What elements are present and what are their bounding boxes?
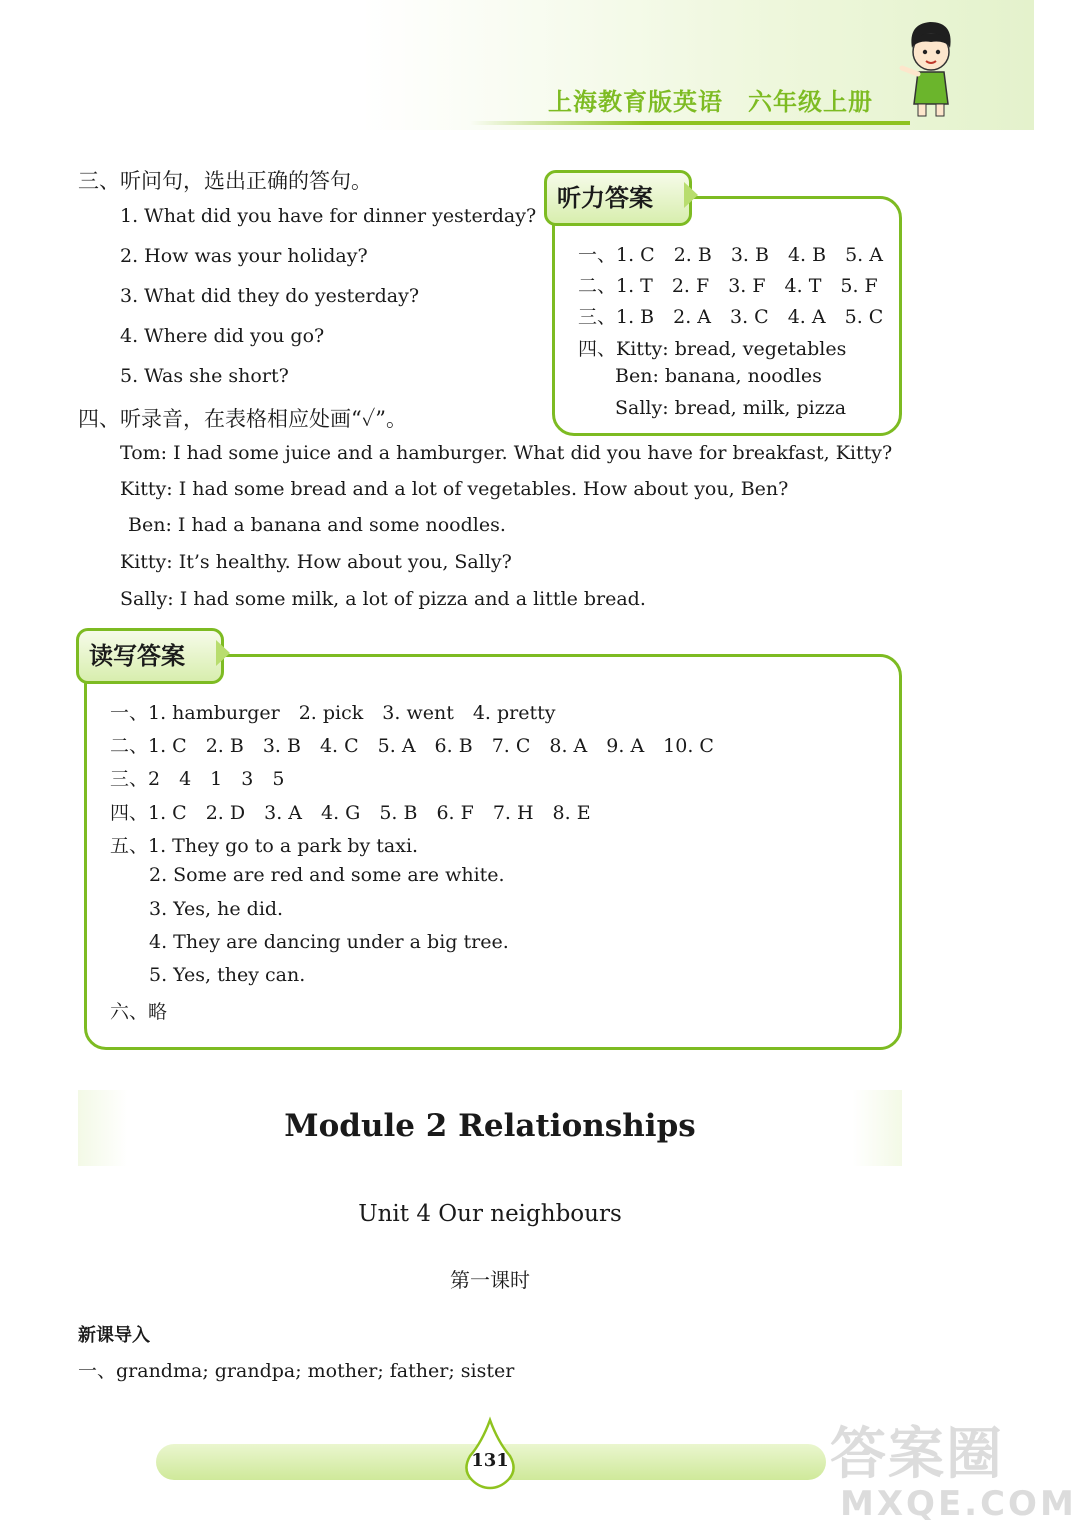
dialog-speaker: Sally: [120,588,174,610]
answer-line: 五、1. They go to a park by taxi. [110,835,419,857]
intro-heading: 新课导入 [78,1325,150,1346]
section3-item: 1. What did you have for dinner yesterday? [120,205,537,227]
dialog-line [128,514,506,536]
page-number: 131 [471,1450,509,1471]
dialog-text: I had a banana and some noodles. [177,514,506,536]
section4-heading: 四、听录音，在表格相应处画“✓”。 [78,407,408,431]
listening-answers-tab [544,170,692,226]
reading-writing-answers-tab [76,628,224,684]
dialog-speaker: Kitty: [120,478,173,500]
dialog-text: I had some bread and a lot of vegetables. How about you, Ben? [178,478,789,500]
section3-item: 2. How was your holiday? [120,245,368,267]
dialog-speaker: Ben: [128,514,172,536]
dialog-text: I had some milk, a lot of pizza and a little bread. [179,588,646,610]
answer-line: Ben: banana, noodles [615,365,822,387]
watermark-domain: MXQE.COM [840,1484,1077,1524]
answer-line: 4. They are dancing under a big tree. [149,931,509,953]
dialog-line [120,478,788,500]
header-band [0,0,1034,130]
reading-writing-answers-label: 读写答案 [89,642,185,670]
answer-line: 5. Yes, they can. [149,964,306,986]
dialog-speaker: Kitty: [120,551,173,573]
dialog-line [120,551,512,573]
answer-line: 三、2 4 1 3 5 [110,768,285,790]
answer-line: 三、1. B 2. A 3. C 4. A 5. C [578,306,884,328]
lesson-title: 第一课时 [450,1268,530,1292]
intro-line: 一、grandma; grandpa; mother; father; sister [78,1360,515,1382]
answer-line: 3. Yes, he did. [149,898,284,920]
section3-item: 4. Where did you go? [120,325,325,347]
dialog-text: I had some juice and a hamburger. What did you have for breakfast, Kitty? [173,442,893,464]
answer-line: 2. Some are red and some are white. [149,864,505,886]
book-title: 上海教育版英语 六年级上册 [548,88,873,116]
dialog-text: It’s healthy. How about you, Sally? [178,551,512,573]
answer-line: 一、1. C 2. B 3. B 4. B 5. A [578,244,883,266]
answer-line: 二、1. T 2. F 3. F 4. T 5. F [578,275,878,297]
tab-arrow-icon [684,182,698,208]
answer-line: 四、1. C 2. D 3. A 4. G 5. B 6. F 7. H 8. E [110,802,591,824]
section3-item: 5. Was she short? [120,365,289,387]
answer-line: 四、Kitty: bread, vegetables [578,338,847,360]
watermark [818,1410,1077,1530]
answer-line: Sally: bread, milk, pizza [615,397,847,419]
answer-line: 二、1. C 2. B 3. B 4. C 5. A 6. B 7. C 8. A 9. A 10. C [110,735,714,757]
module-title: Module 2 Relationships [284,1108,696,1144]
dialog-line [120,442,892,464]
header-rule [470,121,910,125]
watermark-main: 答案圈 [830,1422,1004,1487]
boy-mascot-icon [898,18,962,122]
dialog-line [120,588,646,610]
listening-answers-label: 听力答案 [557,184,653,212]
answer-line: 一、1. hamburger 2. pick 3. went 4. pretty [110,702,556,724]
tab-arrow-icon [216,640,230,666]
section3-heading: 三、听问句，选出正确的答句。 [78,169,372,193]
answer-line: 六、略 [110,1001,168,1023]
dialog-speaker: Tom: [120,442,168,464]
section3-item: 3. What did they do yesterday? [120,285,420,307]
unit-title: Unit 4 Our neighbours [358,1201,622,1227]
